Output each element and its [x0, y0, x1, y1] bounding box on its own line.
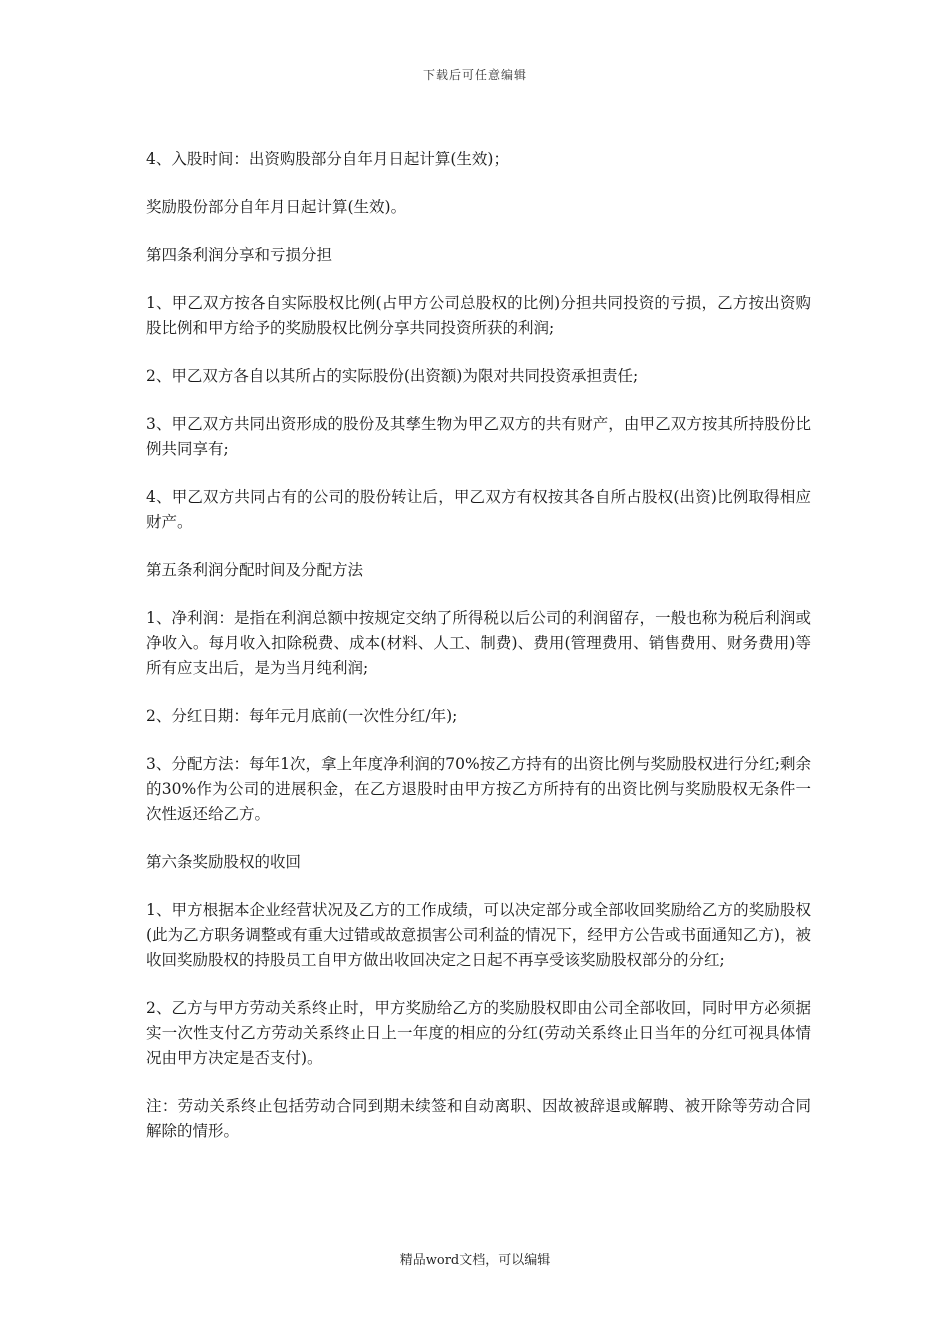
- section-heading: 第四条利润分享和亏损分担: [146, 246, 333, 264]
- section-heading: 第六条奖励股权的收回: [146, 853, 302, 871]
- clause-paragraph: 2、分红日期：每年元月底前(一次性分红/年);: [146, 707, 458, 725]
- clause-paragraph: 4、甲乙双方共同占有的公司的股份转让后，甲乙双方有权按其各自所占股权(出资)比例取得相应财产。: [146, 488, 811, 531]
- clause-paragraph: 1、净利润：是指在利润总额中按规定交纳了所得税以后公司的利润留存，一般也称为税后利润或净收入。每月收入扣除税费、成本(材料、人工、制费)、费用(管理费用、销售费用、财务费用)等所有应支出后，是为当月纯利润;: [146, 609, 811, 677]
- clause-paragraph: 3、分配方法：每年1次，拿上年度净利润的70%按乙方持有的出资比例与奖励股权进行分红;剩余的30%作为公司的进展积金，在乙方退股时由甲方按乙方所持有的出资比例与奖励股权无条件一次性返还给乙方。: [146, 755, 811, 823]
- section-heading: 第五条利润分配时间及分配方法: [146, 561, 364, 579]
- clause-paragraph: 3、甲乙双方共同出资形成的股份及其孳生物为甲乙双方的共有财产，由甲乙双方按其所持股份比例共同享有;: [146, 415, 811, 458]
- clause-paragraph: 1、甲乙双方按各自实际股权比例(占甲方公司总股权的比例)分担共同投资的亏损，乙方按出资购股比例和甲方给予的奖励股权比例分享共同投资所获的利润;: [146, 294, 811, 337]
- clause-paragraph: 奖励股份部分自年月日起计算(生效)。: [146, 198, 407, 216]
- page-footer: 精品word文档，可以编辑: [399, 1253, 551, 1268]
- clause-paragraph: 1、甲方根据本企业经营状况及乙方的工作成绩，可以决定部分或全部收回奖励给乙方的奖励股权(此为乙方职务调整或有重大过错或故意损害公司利益的情况下，经甲方公告或书面通知乙方)，被收回奖励股权的持股员工自甲方做出收回决定之日起不再享受该奖励股权部分的分红;: [146, 901, 811, 969]
- clause-paragraph: 2、甲乙双方各自以其所占的实际股份(出资额)为限对共同投资承担责任;: [146, 367, 639, 385]
- note-paragraph: 注：劳动关系终止包括劳动合同到期未续签和自动离职、因故被辞退或解聘、被开除等劳动合同解除的情形。: [146, 1097, 811, 1140]
- clause-paragraph: 2、乙方与甲方劳动关系终止时，甲方奖励给乙方的奖励股权即由公司全部收回，同时甲方必须据实一次性支付乙方劳动关系终止日上一年度的相应的分红(劳动关系终止日当年的分红可视具体情况由甲方决定是否支付)。: [146, 999, 811, 1067]
- page-header: 下载后可任意编辑: [422, 68, 527, 82]
- document-body: [146, 147, 811, 1167]
- clause-paragraph: 4、入股时间：出资购股部分自年月日起计算(生效)；: [146, 150, 509, 168]
